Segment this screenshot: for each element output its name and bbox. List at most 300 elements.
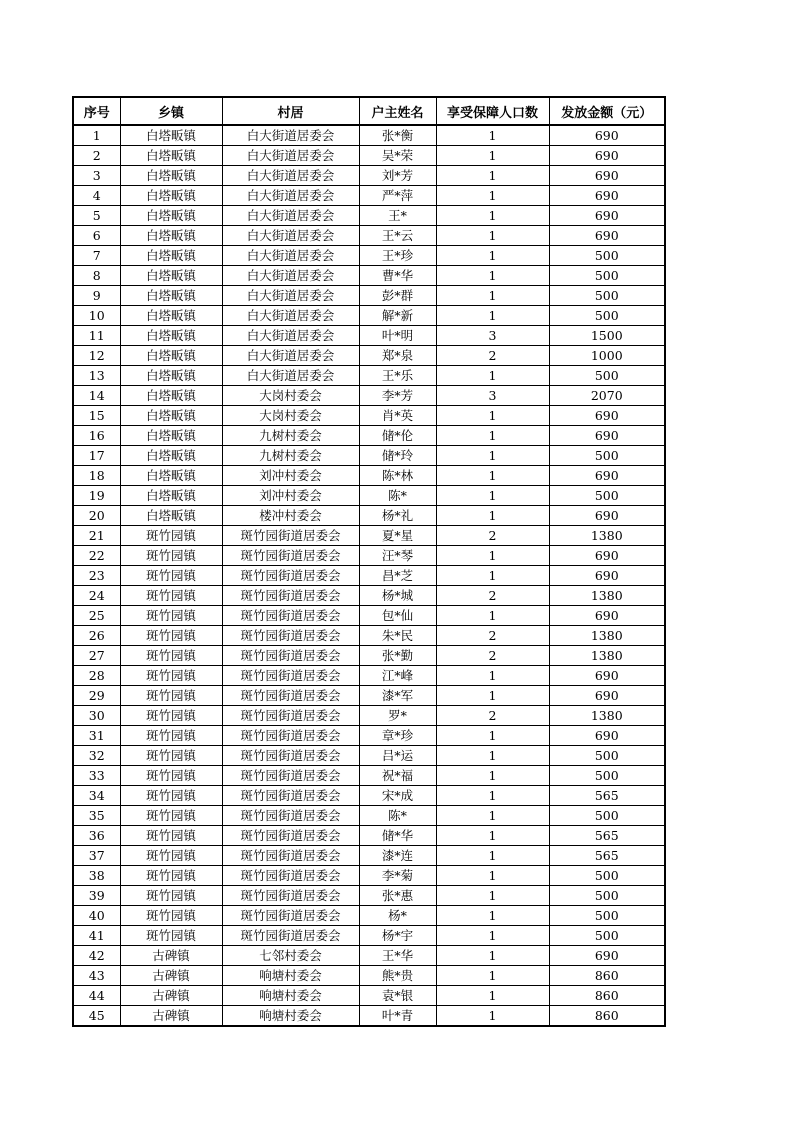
cell-serial: 7 (73, 246, 120, 266)
cell-village: 响塘村委会 (222, 1006, 359, 1027)
cell-serial: 1 (73, 125, 120, 146)
cell-township: 白塔畈镇 (120, 146, 222, 166)
cell-village: 斑竹园街道居委会 (222, 586, 359, 606)
cell-village: 斑竹园街道居委会 (222, 566, 359, 586)
cell-serial: 2 (73, 146, 120, 166)
cell-amount: 690 (549, 125, 665, 146)
cell-village: 白大街道居委会 (222, 346, 359, 366)
cell-householder: 张*勤 (359, 646, 436, 666)
cell-householder: 王*云 (359, 226, 436, 246)
cell-township: 斑竹园镇 (120, 606, 222, 626)
cell-householder: 昌*芝 (359, 566, 436, 586)
cell-covered-persons: 1 (436, 1006, 549, 1027)
cell-covered-persons: 1 (436, 186, 549, 206)
cell-township: 白塔畈镇 (120, 366, 222, 386)
cell-amount: 1380 (549, 706, 665, 726)
cell-householder: 漆*连 (359, 846, 436, 866)
cell-serial: 20 (73, 506, 120, 526)
cell-covered-persons: 1 (436, 766, 549, 786)
cell-amount: 1380 (549, 526, 665, 546)
cell-covered-persons: 1 (436, 986, 549, 1006)
cell-serial: 31 (73, 726, 120, 746)
cell-village: 斑竹园街道居委会 (222, 766, 359, 786)
table-row (73, 125, 665, 146)
cell-householder: 李*芳 (359, 386, 436, 406)
cell-township: 白塔畈镇 (120, 346, 222, 366)
cell-village: 响塘村委会 (222, 986, 359, 1006)
cell-householder: 叶*明 (359, 326, 436, 346)
cell-village: 斑竹园街道居委会 (222, 606, 359, 626)
cell-village: 斑竹园街道居委会 (222, 806, 359, 826)
cell-householder: 曹*华 (359, 266, 436, 286)
cell-covered-persons: 1 (436, 306, 549, 326)
table-row (73, 586, 665, 606)
cell-serial: 45 (73, 1006, 120, 1027)
cell-village: 刘冲村委会 (222, 486, 359, 506)
cell-householder: 吴*荣 (359, 146, 436, 166)
cell-village: 白大街道居委会 (222, 366, 359, 386)
cell-covered-persons: 3 (436, 326, 549, 346)
table-row (73, 246, 665, 266)
cell-township: 斑竹园镇 (120, 626, 222, 646)
cell-serial: 11 (73, 326, 120, 346)
cell-covered-persons: 1 (436, 266, 549, 286)
table-row (73, 546, 665, 566)
cell-village: 楼冲村委会 (222, 506, 359, 526)
cell-township: 斑竹园镇 (120, 526, 222, 546)
table-row (73, 786, 665, 806)
cell-amount: 690 (549, 506, 665, 526)
table-row (73, 846, 665, 866)
cell-householder: 陈* (359, 806, 436, 826)
cell-amount: 2070 (549, 386, 665, 406)
cell-amount: 690 (549, 946, 665, 966)
cell-householder: 储*伦 (359, 426, 436, 446)
cell-serial: 17 (73, 446, 120, 466)
cell-amount: 1500 (549, 326, 665, 346)
cell-householder: 肖*英 (359, 406, 436, 426)
cell-township: 白塔畈镇 (120, 386, 222, 406)
cell-township: 白塔畈镇 (120, 486, 222, 506)
cell-village: 七邻村委会 (222, 946, 359, 966)
cell-covered-persons: 2 (436, 706, 549, 726)
cell-village: 斑竹园街道居委会 (222, 866, 359, 886)
cell-householder: 袁*银 (359, 986, 436, 1006)
cell-serial: 40 (73, 906, 120, 926)
cell-covered-persons: 2 (436, 586, 549, 606)
header-covered-persons: 享受保障人口数 (436, 97, 549, 125)
cell-covered-persons: 1 (436, 726, 549, 746)
header-township: 乡镇 (120, 97, 222, 125)
cell-amount: 500 (549, 866, 665, 886)
cell-amount: 690 (549, 546, 665, 566)
table-row (73, 486, 665, 506)
cell-township: 白塔畈镇 (120, 426, 222, 446)
cell-covered-persons: 1 (436, 286, 549, 306)
cell-serial: 35 (73, 806, 120, 826)
cell-village: 白大街道居委会 (222, 246, 359, 266)
cell-village: 斑竹园街道居委会 (222, 546, 359, 566)
cell-covered-persons: 1 (436, 886, 549, 906)
cell-amount: 565 (549, 786, 665, 806)
cell-householder: 严*萍 (359, 186, 436, 206)
cell-village: 白大街道居委会 (222, 186, 359, 206)
cell-householder: 吕*运 (359, 746, 436, 766)
cell-township: 斑竹园镇 (120, 926, 222, 946)
cell-village: 响塘村委会 (222, 966, 359, 986)
cell-amount: 690 (549, 666, 665, 686)
cell-covered-persons: 1 (436, 686, 549, 706)
cell-village: 大岗村委会 (222, 406, 359, 426)
cell-covered-persons: 1 (436, 166, 549, 186)
cell-covered-persons: 1 (436, 366, 549, 386)
table-row (73, 686, 665, 706)
cell-township: 斑竹园镇 (120, 546, 222, 566)
cell-township: 斑竹园镇 (120, 566, 222, 586)
cell-householder: 罗* (359, 706, 436, 726)
cell-serial: 44 (73, 986, 120, 1006)
cell-householder: 杨*城 (359, 586, 436, 606)
cell-village: 白大街道居委会 (222, 146, 359, 166)
cell-serial: 26 (73, 626, 120, 646)
cell-village: 斑竹园街道居委会 (222, 726, 359, 746)
cell-serial: 39 (73, 886, 120, 906)
cell-township: 斑竹园镇 (120, 666, 222, 686)
cell-covered-persons: 1 (436, 146, 549, 166)
cell-householder: 章*珍 (359, 726, 436, 746)
cell-serial: 15 (73, 406, 120, 426)
cell-amount: 500 (549, 746, 665, 766)
table-row (73, 226, 665, 246)
cell-village: 斑竹园街道居委会 (222, 886, 359, 906)
table-row (73, 826, 665, 846)
cell-amount: 860 (549, 986, 665, 1006)
table-row (73, 146, 665, 166)
cell-amount: 500 (549, 266, 665, 286)
cell-serial: 43 (73, 966, 120, 986)
cell-serial: 28 (73, 666, 120, 686)
cell-serial: 23 (73, 566, 120, 586)
cell-householder: 王* (359, 206, 436, 226)
cell-covered-persons: 1 (436, 806, 549, 826)
table-row (73, 406, 665, 426)
table-row (73, 446, 665, 466)
cell-householder: 杨*礼 (359, 506, 436, 526)
cell-householder: 储*玲 (359, 446, 436, 466)
table-row (73, 606, 665, 626)
cell-serial: 12 (73, 346, 120, 366)
cell-serial: 6 (73, 226, 120, 246)
cell-householder: 王*珍 (359, 246, 436, 266)
cell-covered-persons: 1 (436, 866, 549, 886)
cell-amount: 565 (549, 826, 665, 846)
cell-covered-persons: 1 (436, 506, 549, 526)
table-row (73, 566, 665, 586)
table-row (73, 726, 665, 746)
cell-township: 白塔畈镇 (120, 306, 222, 326)
cell-township: 白塔畈镇 (120, 466, 222, 486)
cell-village: 斑竹园街道居委会 (222, 666, 359, 686)
table-row (73, 506, 665, 526)
table-row (73, 886, 665, 906)
cell-householder: 杨*宇 (359, 926, 436, 946)
cell-amount: 690 (549, 566, 665, 586)
cell-householder: 夏*星 (359, 526, 436, 546)
cell-serial: 14 (73, 386, 120, 406)
cell-township: 斑竹园镇 (120, 746, 222, 766)
cell-township: 斑竹园镇 (120, 686, 222, 706)
cell-covered-persons: 1 (436, 946, 549, 966)
cell-covered-persons: 1 (436, 846, 549, 866)
cell-village: 斑竹园街道居委会 (222, 786, 359, 806)
cell-amount: 690 (549, 206, 665, 226)
cell-amount: 500 (549, 246, 665, 266)
cell-amount: 690 (549, 186, 665, 206)
table-row (73, 186, 665, 206)
table-row (73, 946, 665, 966)
cell-serial: 9 (73, 286, 120, 306)
cell-covered-persons: 1 (436, 406, 549, 426)
cell-amount: 690 (549, 146, 665, 166)
cell-householder: 彭*群 (359, 286, 436, 306)
cell-village: 斑竹园街道居委会 (222, 926, 359, 946)
cell-village: 白大街道居委会 (222, 286, 359, 306)
cell-village: 斑竹园街道居委会 (222, 526, 359, 546)
cell-serial: 13 (73, 366, 120, 386)
cell-township: 白塔畈镇 (120, 226, 222, 246)
cell-village: 九树村委会 (222, 446, 359, 466)
table-row (73, 426, 665, 446)
cell-serial: 37 (73, 846, 120, 866)
cell-village: 九树村委会 (222, 426, 359, 446)
cell-township: 斑竹园镇 (120, 826, 222, 846)
cell-village: 斑竹园街道居委会 (222, 746, 359, 766)
cell-covered-persons: 1 (436, 966, 549, 986)
cell-township: 斑竹园镇 (120, 766, 222, 786)
cell-covered-persons: 1 (436, 566, 549, 586)
cell-householder: 熊*贵 (359, 966, 436, 986)
cell-township: 斑竹园镇 (120, 886, 222, 906)
cell-amount: 690 (549, 606, 665, 626)
cell-serial: 33 (73, 766, 120, 786)
cell-serial: 34 (73, 786, 120, 806)
cell-covered-persons: 1 (436, 826, 549, 846)
cell-covered-persons: 2 (436, 646, 549, 666)
table-row (73, 646, 665, 666)
cell-amount: 500 (549, 806, 665, 826)
table-row (73, 326, 665, 346)
cell-village: 白大街道居委会 (222, 266, 359, 286)
cell-covered-persons: 1 (436, 906, 549, 926)
cell-township: 斑竹园镇 (120, 906, 222, 926)
cell-householder: 解*新 (359, 306, 436, 326)
table-row (73, 466, 665, 486)
cell-amount: 1380 (549, 626, 665, 646)
cell-serial: 4 (73, 186, 120, 206)
cell-amount: 690 (549, 466, 665, 486)
cell-township: 白塔畈镇 (120, 406, 222, 426)
table-row (73, 986, 665, 1006)
cell-township: 白塔畈镇 (120, 286, 222, 306)
cell-township: 古碑镇 (120, 986, 222, 1006)
cell-serial: 25 (73, 606, 120, 626)
cell-township: 斑竹园镇 (120, 806, 222, 826)
table-row (73, 1006, 665, 1027)
cell-village: 刘冲村委会 (222, 466, 359, 486)
cell-covered-persons: 1 (436, 206, 549, 226)
cell-serial: 5 (73, 206, 120, 226)
cell-covered-persons: 1 (436, 226, 549, 246)
cell-covered-persons: 1 (436, 786, 549, 806)
cell-township: 白塔畈镇 (120, 186, 222, 206)
cell-village: 斑竹园街道居委会 (222, 846, 359, 866)
cell-amount: 500 (549, 766, 665, 786)
cell-amount: 1380 (549, 586, 665, 606)
cell-serial: 38 (73, 866, 120, 886)
cell-amount: 500 (549, 926, 665, 946)
cell-amount: 500 (549, 906, 665, 926)
cell-covered-persons: 2 (436, 626, 549, 646)
cell-amount: 690 (549, 166, 665, 186)
table-row (73, 706, 665, 726)
cell-township: 斑竹园镇 (120, 646, 222, 666)
cell-village: 斑竹园街道居委会 (222, 826, 359, 846)
cell-covered-persons: 1 (436, 426, 549, 446)
cell-village: 白大街道居委会 (222, 306, 359, 326)
table-row (73, 206, 665, 226)
cell-serial: 22 (73, 546, 120, 566)
table-row (73, 666, 665, 686)
table-row (73, 746, 665, 766)
table-row (73, 266, 665, 286)
cell-householder: 祝*福 (359, 766, 436, 786)
cell-covered-persons: 2 (436, 526, 549, 546)
cell-township: 白塔畈镇 (120, 125, 222, 146)
cell-township: 古碑镇 (120, 946, 222, 966)
cell-householder: 宋*成 (359, 786, 436, 806)
cell-householder: 张*惠 (359, 886, 436, 906)
cell-township: 白塔畈镇 (120, 166, 222, 186)
cell-village: 白大街道居委会 (222, 206, 359, 226)
cell-covered-persons: 2 (436, 346, 549, 366)
cell-amount: 690 (549, 726, 665, 746)
cell-serial: 42 (73, 946, 120, 966)
cell-householder: 王*乐 (359, 366, 436, 386)
table-row (73, 866, 665, 886)
cell-township: 白塔畈镇 (120, 326, 222, 346)
cell-amount: 860 (549, 1006, 665, 1027)
cell-covered-persons: 1 (436, 466, 549, 486)
cell-township: 白塔畈镇 (120, 246, 222, 266)
cell-householder: 汪*琴 (359, 546, 436, 566)
cell-covered-persons: 1 (436, 446, 549, 466)
cell-amount: 500 (549, 286, 665, 306)
table-row (73, 906, 665, 926)
cell-covered-persons: 1 (436, 486, 549, 506)
table-row (73, 966, 665, 986)
cell-township: 斑竹园镇 (120, 726, 222, 746)
table-row (73, 346, 665, 366)
cell-township: 斑竹园镇 (120, 786, 222, 806)
cell-amount: 500 (549, 306, 665, 326)
cell-serial: 3 (73, 166, 120, 186)
cell-householder: 漆*军 (359, 686, 436, 706)
cell-serial: 41 (73, 926, 120, 946)
cell-covered-persons: 1 (436, 666, 549, 686)
table-row (73, 166, 665, 186)
cell-serial: 21 (73, 526, 120, 546)
table-row (73, 806, 665, 826)
cell-amount: 690 (549, 426, 665, 446)
cell-amount: 1000 (549, 346, 665, 366)
cell-householder: 朱*民 (359, 626, 436, 646)
cell-village: 斑竹园街道居委会 (222, 646, 359, 666)
relief-payment-table (72, 96, 666, 1027)
cell-serial: 27 (73, 646, 120, 666)
table-row (73, 626, 665, 646)
cell-householder: 江*峰 (359, 666, 436, 686)
cell-householder: 包*仙 (359, 606, 436, 626)
cell-township: 白塔畈镇 (120, 266, 222, 286)
cell-township: 斑竹园镇 (120, 846, 222, 866)
cell-village: 白大街道居委会 (222, 125, 359, 146)
cell-serial: 30 (73, 706, 120, 726)
cell-covered-persons: 1 (436, 926, 549, 946)
cell-covered-persons: 1 (436, 546, 549, 566)
cell-householder: 张*衡 (359, 125, 436, 146)
cell-amount: 500 (549, 366, 665, 386)
cell-householder: 李*菊 (359, 866, 436, 886)
cell-township: 斑竹园镇 (120, 586, 222, 606)
table-row (73, 366, 665, 386)
table-row (73, 926, 665, 946)
cell-covered-persons: 1 (436, 606, 549, 626)
header-village: 村居 (222, 97, 359, 125)
table-row (73, 286, 665, 306)
cell-amount: 690 (549, 226, 665, 246)
table-row (73, 766, 665, 786)
header-serial: 序号 (73, 97, 120, 125)
cell-serial: 16 (73, 426, 120, 446)
cell-serial: 32 (73, 746, 120, 766)
cell-serial: 10 (73, 306, 120, 326)
table-row (73, 306, 665, 326)
table-row (73, 386, 665, 406)
cell-amount: 860 (549, 966, 665, 986)
cell-village: 白大街道居委会 (222, 226, 359, 246)
cell-householder: 杨* (359, 906, 436, 926)
cell-serial: 29 (73, 686, 120, 706)
cell-township: 斑竹园镇 (120, 706, 222, 726)
cell-covered-persons: 1 (436, 246, 549, 266)
cell-amount: 500 (549, 886, 665, 906)
cell-householder: 叶*青 (359, 1006, 436, 1027)
table-row (73, 526, 665, 546)
cell-serial: 24 (73, 586, 120, 606)
cell-serial: 36 (73, 826, 120, 846)
cell-covered-persons: 3 (436, 386, 549, 406)
cell-serial: 19 (73, 486, 120, 506)
cell-village: 白大街道居委会 (222, 166, 359, 186)
cell-village: 斑竹园街道居委会 (222, 686, 359, 706)
cell-amount: 690 (549, 406, 665, 426)
header-row (73, 97, 665, 125)
cell-amount: 565 (549, 846, 665, 866)
cell-township: 斑竹园镇 (120, 866, 222, 886)
cell-householder: 刘*芳 (359, 166, 436, 186)
cell-village: 斑竹园街道居委会 (222, 906, 359, 926)
cell-serial: 8 (73, 266, 120, 286)
